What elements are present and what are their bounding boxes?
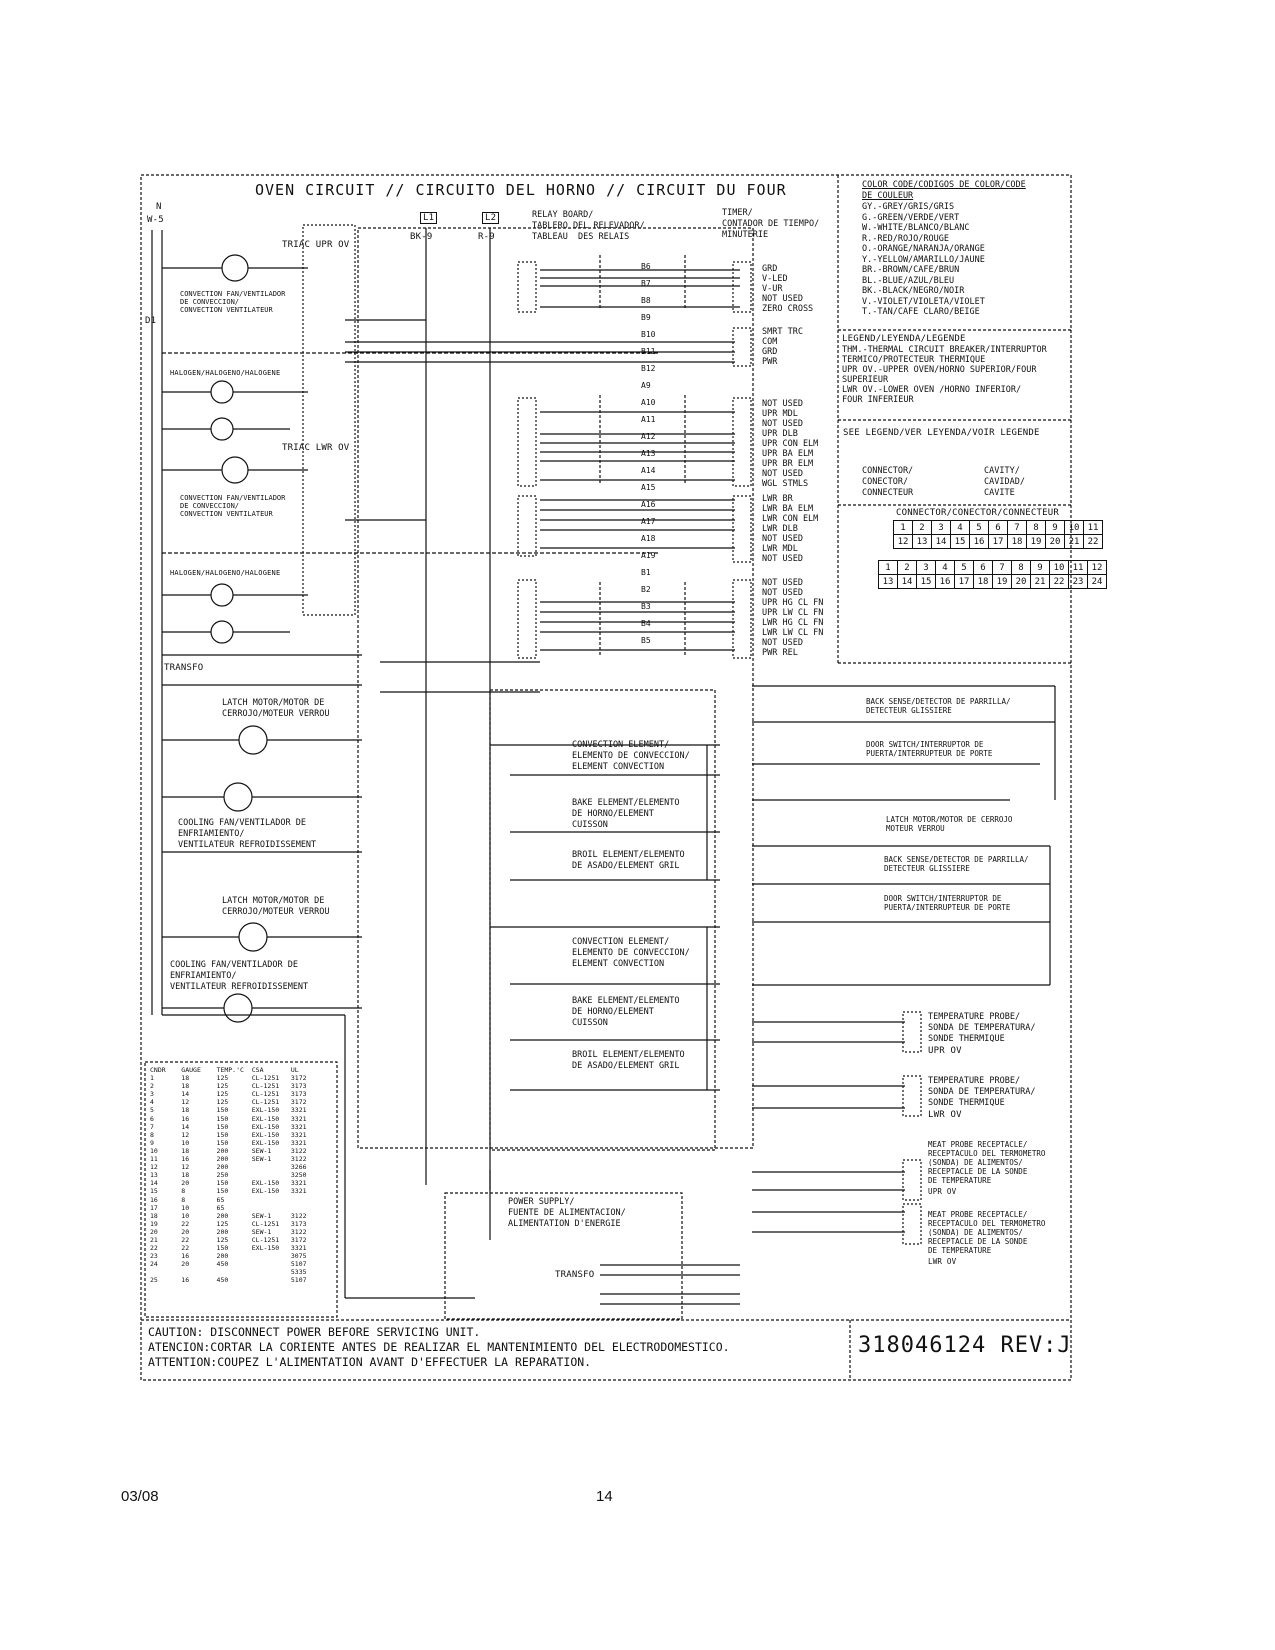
j7-pin-labels	[762, 494, 818, 564]
pin-label: NOT USED	[762, 419, 803, 429]
transfo-psu-label: TRANSFO	[555, 1270, 595, 1280]
wire-code: A18	[641, 534, 656, 543]
wire-code: A12	[641, 432, 656, 441]
meat-probe-upper-oven: UPR OV	[928, 1187, 957, 1196]
cooling-fan-upper-label: COOLING FAN/VENTILADOR DE ENFRIAMIENTO/ VENTILATEUR REFROIDISSEMENT	[178, 818, 317, 850]
pin-label: UPR BA ELM	[762, 449, 814, 459]
wire-table-row: 4 12 125 CL-1251 3172	[150, 1098, 311, 1107]
wire-code: B2	[641, 585, 651, 594]
l1-terminal: L1	[420, 212, 437, 224]
pin-label: WGL STMLS	[762, 479, 809, 489]
temp-probe-upper-oven: UPR OV	[928, 1046, 962, 1056]
p9-pin-labels	[762, 399, 818, 489]
wire-table-row: 15 8 150 EXL-150 3321	[150, 1187, 311, 1196]
pin-label: UPR HG CL FN	[762, 598, 824, 608]
pin-label: UPR DLB	[762, 429, 798, 439]
color-code-item: W.-WHITE/BLANCO/BLANC	[862, 223, 970, 233]
temp-probe-upper-label: TEMPERATURE PROBE/ SONDA DE TEMPERATURA/ SONDE THERMIQUE	[928, 1012, 1036, 1044]
color-code-list	[862, 202, 985, 318]
convection-element-lower-label: CONVECTION ELEMENT/ ELEMENTO DE CONVECCION/ ELEMENT CONVECTION	[572, 937, 690, 969]
neutral-label: N	[156, 202, 162, 212]
diagram-title: OVEN CIRCUIT // CIRCUITO DEL HORNO // CIRCUIT DU FOUR	[255, 181, 787, 199]
pin-label: ZERO CROSS	[762, 304, 814, 314]
pin-label: LWR LW CL FN	[762, 628, 824, 638]
legend-heading: LEGEND/LEYENDA/LEGENDE	[842, 334, 966, 344]
color-code-item: R.-RED/ROJO/ROUGE	[862, 233, 949, 244]
wire-table-row: 1 18 125 CL-1251 3172	[150, 1074, 311, 1083]
pin-label: GRD	[762, 347, 778, 357]
bk9-label: BK-9	[410, 232, 433, 242]
wire-table-row: 25 16 450 5107	[150, 1276, 311, 1285]
pin-label: UPR LW CL FN	[762, 608, 824, 618]
wire-table-row: 7 14 150 EXL-150 3321	[150, 1122, 311, 1131]
wire-table-row: 11 16 200 SEW-1 3122	[150, 1155, 311, 1164]
wire-code: A9	[641, 381, 651, 390]
document-number: 318046124 REV:J	[858, 1333, 1072, 1358]
pin-label: UPR CON ELM	[762, 439, 819, 449]
color-code-heading: COLOR CODE/CODIGOS DE COLOR/CODE DE COULEUR	[862, 180, 1026, 201]
legend-item: UPR OV.-UPPER OVEN/HORNO SUPERIOR/FOUR SUPERIEUR	[842, 365, 1037, 385]
see-legend-label: SEE LEGEND/VER LEYENDA/VOIR LEGENDE	[843, 428, 1040, 438]
color-code-item: Y.-YELLOW/AMARILLO/JAUNE	[862, 254, 985, 265]
wire-table-row: 9 10 150 EXL-150 3321	[150, 1138, 311, 1147]
halogen-upper-label: HALOGEN/HALOGENO/HALOGENE	[170, 369, 281, 377]
wire-table-row: 6 16 150 EXL-150 3321	[150, 1114, 311, 1123]
temp-probe-lower-oven: LWR OV	[928, 1110, 962, 1120]
wire-table-row: 19 22 125 CL-1251 3173	[150, 1219, 311, 1228]
pin-label: LWR HG CL FN	[762, 618, 824, 628]
color-code-item: V.-VIOLET/VIOLETA/VIOLET	[862, 296, 985, 307]
wire-code: B4	[641, 619, 651, 628]
wire-code: B9	[641, 313, 651, 322]
wire-table-header: CNDR GAUGE TEMP.'C CSA UL	[150, 1066, 311, 1074]
wire-code-labels	[641, 262, 655, 653]
bake-element-upper-label: BAKE ELEMENT/ELEMENTO DE HORNO/ELEMENT CUISSON	[572, 798, 680, 830]
pin-label: NOT USED	[762, 638, 803, 648]
triac-upper-label: TRIAC UPR OV	[282, 240, 350, 250]
pin-label: NOT USED	[762, 554, 803, 564]
halogen-lower-label: HALOGEN/HALOGENO/HALOGENE	[170, 569, 281, 577]
legend-item: LWR OV.-LOWER OVEN /HORNO INFERIOR/ FOUR INFERIEUR	[842, 385, 1022, 405]
timer-label: TIMER/ CONTADOR DE TIEMPO/ MINUTERIE	[722, 208, 820, 240]
color-code-item: BK.-BLACK/NEGRO/NOIR	[862, 286, 965, 296]
p2-pin-labels	[762, 327, 803, 367]
pin-label: V-LED	[762, 274, 788, 284]
j2-pin-labels	[762, 264, 813, 314]
connector-a-table: 1 2 3 4 5 6 7 8 9 10 11 12 13 14 15 16 17 18 19 20 21 22	[893, 520, 1103, 549]
wire-table-row: 8 12 150 EXL-150 3321	[150, 1130, 311, 1139]
color-code-item: GY.-GREY/GRIS/GRIS	[862, 202, 955, 212]
convection-fan-lower-label: CONVECTION FAN/VENTILADOR DE CONVECCION/ CONVECTION VENTILATEUR	[180, 494, 286, 518]
broil-element-upper-label: BROIL ELEMENT/ELEMENTO DE ASADO/ELEMENT GRIL	[572, 850, 685, 871]
wire-table-row: 18 10 200 SEW-1 3122	[150, 1211, 311, 1220]
wire-table-row: 5335	[150, 1268, 311, 1277]
wire-table-row: 16 8 65	[150, 1195, 311, 1204]
wire-code: B1	[641, 568, 651, 577]
wire-table-row: 3 14 125 CL-1251 3173	[150, 1090, 311, 1099]
pin-label: LWR MDL	[762, 544, 798, 554]
convection-element-upper-label: CONVECTION ELEMENT/ ELEMENTO DE CONVECCION/ ELEMENT CONVECTION	[572, 740, 690, 772]
wire-code: A11	[641, 415, 656, 424]
pin-label: PWR REL	[762, 648, 798, 658]
broil-element-lower-label: BROIL ELEMENT/ELEMENTO DE ASADO/ELEMENT GRIL	[572, 1050, 685, 1071]
footer-date: 03/08	[121, 1488, 159, 1505]
door-switch-lower-label: DOOR SWITCH/INTERRUPTOR DE PUERTA/INTERRUPTEUR DE PORTE	[884, 894, 1011, 912]
connector-table-heading: CONNECTOR/CONECTOR/CONNECTEUR	[896, 508, 1059, 518]
wire-table-row: 14 20 150 EXL-150 3321	[150, 1179, 311, 1188]
pin-label: NOT USED	[762, 294, 803, 304]
color-code-item: BL.-BLUE/AZUL/BLEU	[862, 275, 955, 286]
pin-label: NOT USED	[762, 534, 803, 544]
power-supply-label: POWER SUPPLY/ FUENTE DE ALIMENTACION/ ALIMENTATION D'ENERGIE	[508, 1197, 626, 1229]
temp-probe-lower-label: TEMPERATURE PROBE/ SONDA DE TEMPERATURA/ SONDE THERMIQUE	[928, 1076, 1036, 1108]
legend-item: THM.-THERMAL CIRCUIT BREAKER/INTERRUPTOR TERMICO/PROTECTEUR THERMIQUE	[842, 345, 1047, 365]
d1-label: D1	[145, 316, 157, 326]
p13-pin-labels	[762, 578, 823, 658]
r9-label: R-9	[478, 232, 495, 242]
bake-element-lower-label: BAKE ELEMENT/ELEMENTO DE HORNO/ELEMENT CUISSON	[572, 996, 680, 1028]
color-code-item: G.-GREEN/VERDE/VERT	[862, 212, 960, 223]
wire-code: B12	[641, 364, 656, 373]
meat-probe-lower-oven: LWR OV	[928, 1257, 957, 1266]
wire-code: B6	[641, 262, 651, 271]
pin-label: NOT USED	[762, 588, 803, 598]
wire-code: A15	[641, 483, 656, 492]
caution-notice: CAUTION: DISCONNECT POWER BEFORE SERVICING UNIT. ATENCION:CORTAR LA CORIENTE ANTES DE REALIZAR EL MANTENIMIENTO DEL ELECTRODOMESTICO. ATTENTION:COUPEZ L'ALIMENTATION AVANT D'EFFECTUER LA REPARATION.	[148, 1325, 730, 1369]
wire-code: B5	[641, 636, 651, 645]
wire-table-row: 10 18 200 SEW-1 3122	[150, 1146, 311, 1155]
relay-board-label: RELAY BOARD/ TABLERO DEL RELEVADOR/ TABLEAU DES RELAIS	[532, 210, 645, 242]
pin-label: PWR	[762, 357, 778, 367]
l2-terminal: L2	[482, 212, 499, 224]
wire-table-row: 24 20 450 5107	[150, 1260, 311, 1269]
wire-table-row: 20 20 200 SEW-1 3122	[150, 1227, 311, 1236]
wire-spec-table	[150, 1066, 310, 1285]
door-switch-upper-label: DOOR SWITCH/INTERRUPTOR DE PUERTA/INTERRUPTEUR DE PORTE	[866, 740, 993, 758]
back-sense-upper-label: BACK SENSE/DETECTOR DE PARRILLA/ DETECTEUR GLISSIERE	[866, 697, 1011, 715]
pin-label: GRD	[762, 264, 778, 274]
pin-label: UPR BR ELM	[762, 459, 814, 469]
transfo-label: TRANSFO	[164, 663, 204, 673]
wire-table-row: 22 22 150 EXL-150 3321	[150, 1244, 311, 1253]
footer-page-number: 14	[596, 1488, 613, 1505]
wire-code: B8	[641, 296, 651, 305]
wire-code: A19	[641, 551, 656, 560]
meat-probe-lower-label: MEAT PROBE RECEPTACLE/ RECEPTACULO DEL TERMOMETRO (SONDA) DE ALIMENTOS/ RECEPTACLE DE LA SONDE DE TEMPERATURE	[928, 1210, 1046, 1255]
connector-b-table: 1 2 3 4 5 6 7 8 9 10 11 12 13 14 15 16 17 18 19 20 21 22 23 24	[878, 560, 1107, 589]
cooling-fan-lower-label: COOLING FAN/VENTILADOR DE ENFRIAMIENTO/ VENTILATEUR REFROIDISSEMENT	[170, 960, 309, 992]
wire-code: A17	[641, 517, 656, 526]
back-sense-lower-label: BACK SENSE/DETECTOR DE PARRILLA/ DETECTEUR GLISSIERE	[884, 855, 1029, 873]
meat-probe-upper-label: MEAT PROBE RECEPTACLE/ RECEPTACULO DEL TERMOMETRO (SONDA) DE ALIMENTOS/ RECEPTACLE DE LA SONDE DE TEMPERATURE	[928, 1140, 1046, 1185]
wire-code: A10	[641, 398, 656, 407]
wire-table-row: 13 18 250 3250	[150, 1171, 311, 1180]
legend-list	[842, 345, 1047, 405]
wire-table-row: 12 12 200 3266	[150, 1163, 311, 1172]
color-code-item: O.-ORANGE/NARANJA/ORANGE	[862, 244, 985, 254]
pin-label: LWR DLB	[762, 524, 798, 534]
pin-label: V-UR	[762, 284, 783, 294]
pin-label: LWR CON ELM	[762, 514, 819, 524]
wire-code: A13	[641, 449, 656, 458]
wire-code: A16	[641, 500, 656, 509]
pin-label: NOT USED	[762, 578, 803, 588]
pin-label: COM	[762, 337, 778, 347]
pin-label: NOT USED	[762, 399, 803, 409]
wire-code: B10	[641, 330, 656, 339]
latch-motor-upper-label: LATCH MOTOR/MOTOR DE CERROJO/MOTEUR VERROU	[222, 698, 330, 719]
pin-label: UPR MDL	[762, 409, 798, 419]
connector-legend-label: CONNECTOR/ CONECTOR/ CONNECTEUR	[862, 466, 914, 498]
pin-label: LWR BR	[762, 494, 793, 504]
convection-fan-upper-label: CONVECTION FAN/VENTILADOR DE CONVECCION/ CONVECTION VENTILATEUR	[180, 290, 286, 314]
cavity-legend-label: CAVITY/ CAVIDAD/ CAVITE	[984, 466, 1025, 498]
pin-label: LWR BA ELM	[762, 504, 814, 514]
wire-table-row: 23 16 200 3075	[150, 1252, 311, 1261]
wire-code: B11	[641, 347, 656, 356]
color-code-item: T.-TAN/CAFE CLARO/BEIGE	[862, 307, 980, 317]
wire-code: B3	[641, 602, 651, 611]
wire-code: A14	[641, 466, 656, 475]
wire-code: B7	[641, 279, 651, 288]
latch-motor-lower-right-label: LATCH MOTOR/MOTOR DE CERROJO MOTEUR VERROU	[886, 815, 1013, 833]
wire-table-row: 2 18 125 CL-1251 3173	[150, 1082, 311, 1091]
latch-motor-lower-label: LATCH MOTOR/MOTOR DE CERROJO/MOTEUR VERROU	[222, 896, 330, 917]
neutral-wire-label: W-5	[147, 215, 164, 225]
pin-label: NOT USED	[762, 469, 803, 479]
wire-table-row: 21 22 125 CL-1251 3172	[150, 1235, 311, 1244]
pin-label: SMRT TRC	[762, 327, 803, 337]
triac-lower-label: TRIAC LWR OV	[282, 443, 350, 453]
wire-table-row: 17 10 65	[150, 1203, 311, 1212]
color-code-item: BR.-BROWN/CAFE/BRUN	[862, 265, 960, 275]
wire-table-row: 5 18 150 EXL-150 3321	[150, 1106, 311, 1115]
